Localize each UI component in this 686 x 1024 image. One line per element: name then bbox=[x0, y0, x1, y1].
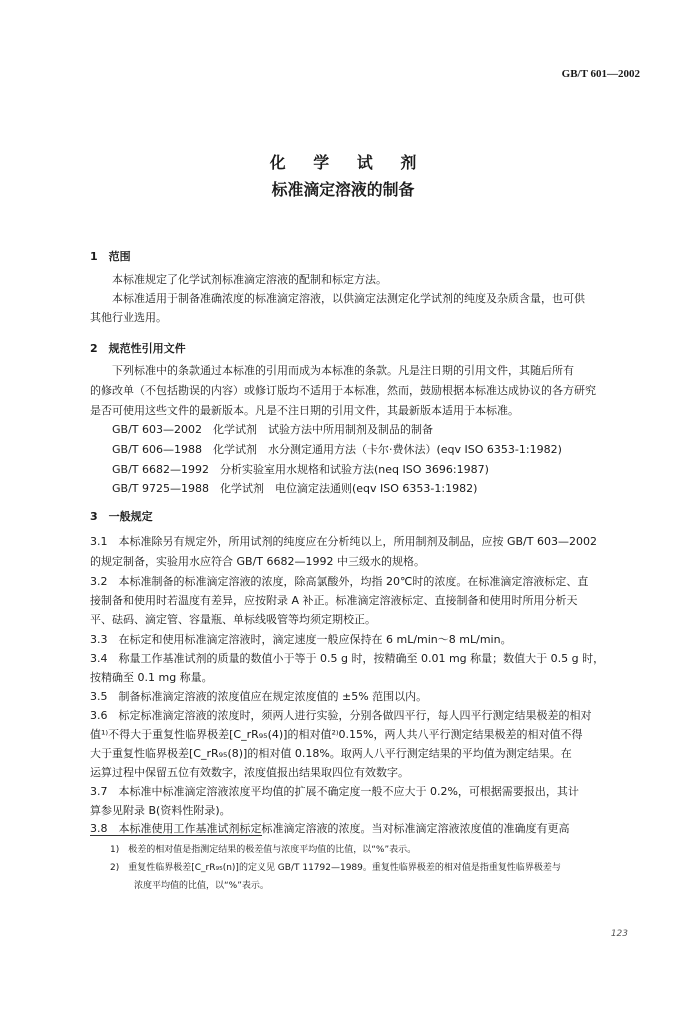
reference-item: GB/T 9725—1988 化学试剂 电位滴定法通则(eqv ISO 6353-1:1982) bbox=[112, 482, 478, 495]
document-title-line1: 化 学 试 剂 bbox=[269, 153, 428, 172]
section-1-paragraph: 本标准规定了化学试剂标准滴定溶液的配制和标定方法。 bbox=[112, 273, 387, 286]
clause-line: 运算过程中保留五位有效数字，浓度值报出结果取四位有效数字。 bbox=[90, 766, 409, 779]
page-number: 123 bbox=[610, 929, 628, 939]
section-1-paragraph: 本标准适用于制备准确浓度的标准滴定溶液，以供滴定法测定化学试剂的纯度及杂质含量，也可供 bbox=[112, 292, 585, 305]
section-2-paragraph: 的修改单（不包括勘误的内容）或修订版均不适用于本标准，然而，鼓励根据本标准达成协议的各方研究 bbox=[90, 384, 596, 397]
standard-code-header: GB/T 601—2002 bbox=[561, 68, 640, 80]
reference-item: GB/T 606—1988 化学试剂 水分测定通用方法（卡尔·费休法）(eqv ISO 6353-1:1982) bbox=[112, 443, 562, 456]
clause-line: 平、砝码、滴定管、容量瓶、单标线吸管等均须定期校正。 bbox=[90, 613, 376, 626]
clause-line: 的规定制备，实验用水应符合 GB/T 6682—1992 中三级水的规格。 bbox=[90, 555, 425, 568]
clause-line: 大于重复性临界极差[C_rR₉₅(8)]的相对值 0.18%。取两人八平行测定结果的平均值为测定结果。在 bbox=[90, 747, 572, 760]
section-1-heading: 1 范围 bbox=[90, 250, 131, 263]
footnote: 2) 重复性临界极差[C_rR₉₅(n)]的定义见 GB/T 11792—1989。重复性临界极差的相对值是指重复性临界极差与 bbox=[110, 863, 561, 873]
clause-line: 值¹⁾不得大于重复性临界极差[C_rR₉₅(4)]的相对值²⁾0.15%，两人共八平行测定结果极差的相对值不得 bbox=[90, 728, 583, 741]
reference-item: GB/T 603—2002 化学试剂 试验方法中所用制剂及制品的制备 bbox=[112, 423, 433, 436]
section-3-heading: 3 一般规定 bbox=[90, 510, 153, 523]
section-1-paragraph: 其他行业选用。 bbox=[90, 311, 167, 324]
clause-line: 按精确至 0.1 mg 称量。 bbox=[90, 671, 213, 684]
clause-line: 3.1 本标准除另有规定外，所用试剂的纯度应在分析纯以上，所用制剂及制品，应按 GB/T 603—2002 bbox=[90, 535, 597, 548]
clause-line: 接制备和使用时若温度有差异，应按附录 A 补正。标准滴定溶液标定、直接制备和使用时所用分析天 bbox=[90, 594, 578, 607]
clause-line: 3.3 在标定和使用标准滴定溶液时，滴定速度一般应保持在 6 mL/min～8 mL/min。 bbox=[90, 633, 512, 646]
footnote-divider bbox=[90, 835, 262, 836]
section-2-heading: 2 规范性引用文件 bbox=[90, 342, 186, 355]
document-title-line2: 标准滴定溶液的制备 bbox=[271, 180, 415, 199]
clause-line: 3.2 本标准制备的标准滴定溶液的浓度，除高氯酸外，均指 20℃时的浓度。在标准滴定溶液标定、直 bbox=[90, 575, 589, 588]
clause-line: 算参见附录 B(资料性附录)。 bbox=[90, 804, 231, 817]
footnote: 1) 极差的相对值是指测定结果的极差值与浓度平均值的比值，以“%”表示。 bbox=[110, 845, 417, 855]
clause-line: 3.5 制备标准滴定溶液的浓度值应在规定浓度值的 ±5% 范围以内。 bbox=[90, 690, 428, 703]
clause-line: 3.4 称量工作基准试剂的质量的数值小于等于 0.5 g 时，按精确至 0.01 mg 称量；数值大于 0.5 g 时， bbox=[90, 652, 605, 665]
section-2-paragraph: 下列标准中的条款通过本标准的引用而成为本标准的条款。凡是注日期的引用文件，其随后所有 bbox=[112, 364, 574, 377]
clause-line: 3.6 标定标准滴定溶液的浓度时，须两人进行实验，分别各做四平行，每人四平行测定结果极差的相对 bbox=[90, 709, 592, 722]
clause-line: 3.7 本标准中标准滴定溶液浓度平均值的扩展不确定度一般不应大于 0.2%，可根据需要报出，其计 bbox=[90, 785, 579, 798]
footnote: 浓度平均值的比值，以“%”表示。 bbox=[134, 881, 269, 891]
reference-item: GB/T 6682—1992 分析实验室用水规格和试验方法(neq ISO 3696:1987) bbox=[112, 463, 489, 476]
clause-line: 3.8 本标准使用工作基准试剂标定标准滴定溶液的浓度。当对标准滴定溶液浓度值的准确度有更高 bbox=[90, 822, 570, 835]
section-2-paragraph: 是否可使用这些文件的最新版本。凡是不注日期的引用文件，其最新版本适用于本标准。 bbox=[90, 404, 519, 417]
